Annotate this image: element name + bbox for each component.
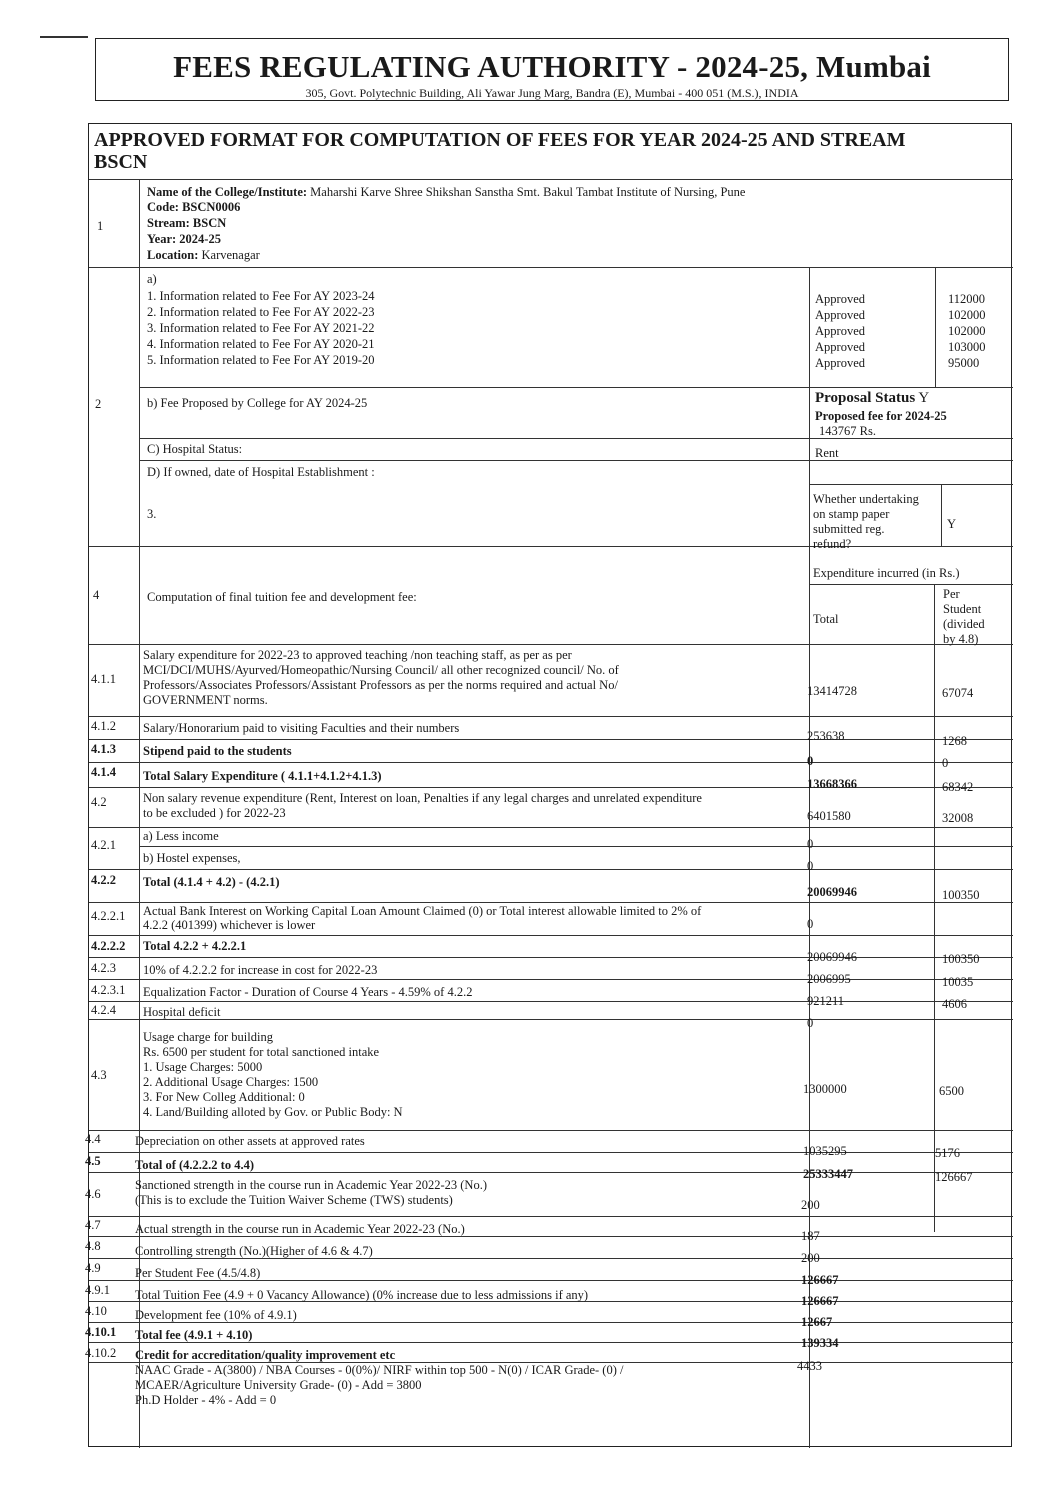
row-value: 126667 <box>801 1273 839 1287</box>
row-num: 4.9.1 <box>85 1283 110 1297</box>
row-num: 4.6 <box>85 1187 101 1201</box>
row-num: 4.2.3 <box>91 961 116 975</box>
row-value: 200 <box>801 1198 820 1212</box>
row-label: Stipend paid to the students <box>143 744 292 758</box>
authority-address: 305, Govt. Polytechnic Building, Ali Yawar Jung Marg, Bandra (E), Mumbai - 400 051 (M.S.), INDIA <box>305 86 799 100</box>
row-num: 4.2.2.1 <box>91 909 126 923</box>
fee-info-amount: 103000 <box>948 340 986 354</box>
row-total: 25333447 <box>803 1167 853 1181</box>
row-label: 3. For New Colleg Additional: 0 <box>143 1090 305 1104</box>
row-divider <box>89 644 1013 645</box>
scan-mark <box>40 36 88 38</box>
row-num: 4.1.4 <box>91 765 116 779</box>
row-total: 921211 <box>807 994 845 1008</box>
fee-computation-table <box>85 123 1012 1447</box>
row-total: 13668366 <box>807 777 857 791</box>
row-divider <box>89 979 1013 980</box>
fee-info-label: 4. Information related to Fee For AY 2020-21 <box>147 337 375 351</box>
fee-info-amount: 102000 <box>948 308 986 322</box>
row-label: Credit for accreditation/quality improvement etc <box>135 1348 396 1362</box>
row-num: 4.2.2 <box>91 873 116 887</box>
per-student-header: (divided <box>943 617 985 631</box>
row-total: 0 <box>807 917 814 931</box>
row-divider <box>89 1130 1013 1131</box>
row-num: 4.7 <box>85 1218 101 1232</box>
row-divider <box>89 762 1013 763</box>
col-divider-total <box>809 267 810 1448</box>
fee-info-status: Approved <box>815 356 865 370</box>
fee-info-status: Approved <box>815 340 865 354</box>
row-total: 2006995 <box>807 972 851 986</box>
per-student-header: by 4.8) <box>943 632 979 646</box>
row-per-student: 5176 <box>935 1146 960 1160</box>
row-num: 4.10.1 <box>85 1325 117 1339</box>
row-divider <box>89 827 1013 828</box>
row-label: 4. Land/Building alloted by Gov. or Public Body: N <box>143 1105 403 1119</box>
fee-info-status: Approved <box>815 324 865 338</box>
row-label: to be excluded ) for 2022-23 <box>143 806 286 820</box>
row-label: NAAC Grade - A(3800) / NBA Courses - 0(0%)/ NIRF within top 500 - N(0) / ICAR Grade- (0) / <box>135 1363 624 1377</box>
row-label: GOVERNMENT norms. <box>143 693 268 707</box>
row-divider <box>809 484 1013 485</box>
row-label: b) Hostel expenses, <box>143 851 241 865</box>
row-label: Development fee (10% of 4.9.1) <box>135 1308 297 1322</box>
row-divider <box>809 584 1013 585</box>
row-label: Depreciation on other assets at approved rates <box>135 1134 365 1148</box>
sec1-num: 1 <box>97 219 104 233</box>
row-label: Hospital deficit <box>143 1005 221 1019</box>
row-label: (This is to exclude the Tuition Waiver Scheme (TWS) students) <box>135 1193 453 1207</box>
fee-info-amount: 95000 <box>948 356 980 370</box>
row-divider <box>89 739 1013 740</box>
row-value: 200 <box>801 1251 820 1265</box>
college-location: Location: Karvenagar <box>147 248 260 262</box>
row-total: 1035295 <box>803 1144 847 1158</box>
sec2-num: 2 <box>95 397 102 411</box>
col-divider-per-b <box>941 484 942 546</box>
row-label: Sanctioned strength in the course run in Academic Year 2022-23 (No.) <box>135 1178 488 1192</box>
row-label: Rs. 6500 per student for total sanctioned intake <box>143 1045 380 1059</box>
row-value: 12667 <box>801 1315 833 1329</box>
row-num: 4.5 <box>85 1154 101 1168</box>
college-name: Name of the College/Institute: Maharshi Karve Shree Shikshan Sanstha Smt. Bakul Tambat Institute of Nursing, Pune <box>147 185 746 199</box>
proposed-fee-year: Proposed fee for 2024-25 <box>815 409 947 423</box>
row-total: 13414728 <box>807 684 857 698</box>
row-num: 4.4 <box>85 1132 101 1146</box>
format-title-line1: APPROVED FORMAT FOR COMPUTATION OF FEES FOR YEAR 2024-25 AND STREAM <box>94 129 906 151</box>
row-divider <box>89 902 1013 903</box>
row-num: 4.2 <box>91 795 107 809</box>
row-per-student: 32008 <box>942 811 974 825</box>
row-divider <box>89 267 1013 268</box>
row-label: Professors/Associates Professors/Assistant Professors as per the norms required and actual No/ <box>143 678 618 692</box>
authority-title: FEES REGULATING AUTHORITY - 2024-25, Mumbai <box>173 49 931 84</box>
undertaking-answer: Y <box>947 517 957 531</box>
row-divider <box>139 460 1013 461</box>
fee-info-label: 5. Information related to Fee For AY 2019-20 <box>147 353 375 367</box>
row-num: 4.1.3 <box>91 742 116 756</box>
row-label: Total fee (4.9.1 + 4.10) <box>135 1328 253 1342</box>
row-label: Salary expenditure for 2022-23 to approved teaching /non teaching staff, as per as per <box>143 648 572 662</box>
row-total: 0 <box>807 754 814 768</box>
per-student-header: Student <box>943 602 982 616</box>
college-code: Code: BSCN0006 <box>147 200 241 214</box>
sec3-num: 3. <box>147 507 157 521</box>
row-per-student: 6500 <box>939 1084 964 1098</box>
row-num: 4.8 <box>85 1239 101 1253</box>
row-label: Total 4.2.2 + 4.2.2.1 <box>143 939 247 953</box>
proposed-fee-label: b) Fee Proposed by College for AY 2024-25 <box>147 396 368 410</box>
undertaking-question: Whether undertaking <box>813 492 919 506</box>
row-num: 4.3 <box>91 1068 107 1082</box>
row-label: MCAER/Agriculture University Grade- (0) - Add = 3800 <box>135 1378 422 1392</box>
row-label: Actual Bank Interest on Working Capital Loan Amount Claimed (0) or Total interest allowable limited to 2% of <box>143 904 702 918</box>
authority-header <box>95 38 1009 101</box>
row-per-student: 67074 <box>942 686 974 700</box>
col-divider-per-c <box>934 584 935 1232</box>
row-label: Total of (4.2.2.2 to 4.4) <box>135 1158 254 1172</box>
row-per-student: 100350 <box>942 952 980 966</box>
row-per-student: 10035 <box>942 975 974 989</box>
row-label: Usage charge for building <box>143 1030 273 1044</box>
hospital-establishment-label: D) If owned, date of Hospital Establishment : <box>147 465 375 479</box>
row-num: 4.10.2 <box>85 1346 117 1360</box>
row-divider <box>89 935 1013 936</box>
row-divider <box>89 1152 1013 1153</box>
expenditure-header: Expenditure incurred (in Rs.) <box>813 566 960 580</box>
row-total: 20069946 <box>807 950 857 964</box>
total-header: Total <box>813 612 839 626</box>
row-divider <box>89 1216 1013 1217</box>
row-total: 0 <box>807 859 814 873</box>
sec2-a-label: a) <box>147 272 157 286</box>
col-divider-per-a <box>935 267 936 387</box>
row-total: 0 <box>807 837 814 851</box>
row-divider <box>89 787 1013 788</box>
row-divider <box>89 1001 1013 1002</box>
row-total: 253638 <box>807 729 845 743</box>
fee-info-amount: 112000 <box>948 292 986 306</box>
fee-info-amount: 102000 <box>948 324 986 338</box>
row-label: Per Student Fee (4.5/4.8) <box>135 1266 261 1280</box>
row-num: 4.2.1 <box>91 838 116 852</box>
format-title <box>94 129 905 173</box>
row-value: 126667 <box>801 1294 839 1308</box>
row-value: 4433 <box>797 1359 822 1373</box>
fee-info-status: Approved <box>815 292 865 306</box>
row-per-student: 100350 <box>942 888 980 902</box>
row-label: 4.2.2 (401399) whichever is lower <box>143 918 316 932</box>
row-label: Ph.D Holder - 4% - Add = 0 <box>135 1393 277 1407</box>
row-value: 139334 <box>801 1336 839 1350</box>
row-label: Non salary revenue expenditure (Rent, Interest on loan, Penalties if any legal charges and unrelated expenditure <box>143 791 702 805</box>
row-label: 10% of 4.2.2.2 for increase in cost for 2022-23 <box>143 963 378 977</box>
row-label: Salary/Honorarium paid to visiting Faculties and their numbers <box>143 721 460 735</box>
row-num: 4.2.3.1 <box>91 983 126 997</box>
row-label: Total Salary Expenditure ( 4.1.1+4.1.2+4.1.3) <box>143 769 382 783</box>
hospital-status-value: Rent <box>815 446 839 460</box>
row-num: 4.10 <box>85 1304 107 1318</box>
row-divider <box>139 387 1013 388</box>
computation-label: Computation of final tuition fee and development fee: <box>147 590 417 604</box>
row-divider <box>89 179 1013 180</box>
fee-info-status: Approved <box>815 308 865 322</box>
row-per-student: 126667 <box>935 1170 973 1184</box>
row-num: 4.1.1 <box>91 672 116 686</box>
row-label: MCI/DCI/MUHS/Ayurved/Homeopathic/Nursing Council/ all other recognized council/ No. of <box>143 663 619 677</box>
row-divider <box>139 846 1013 847</box>
hospital-status-label: C) Hospital Status: <box>147 442 243 456</box>
college-year: Year: 2024-25 <box>147 232 221 246</box>
row-total: 0 <box>807 1016 814 1030</box>
row-per-student: 4606 <box>942 997 967 1011</box>
undertaking-question: on stamp paper <box>813 507 890 521</box>
row-divider <box>89 546 1013 547</box>
row-divider <box>89 716 1013 717</box>
fee-info-label: 2. Information related to Fee For AY 2022-23 <box>147 305 375 319</box>
row-label: 2. Additional Usage Charges: 1500 <box>143 1075 319 1089</box>
row-num: 4.2.4 <box>91 1003 116 1017</box>
sec4-num: 4 <box>93 588 100 602</box>
row-value: 187 <box>801 1229 820 1243</box>
row-divider <box>89 869 1013 870</box>
proposed-fee-amount: 143767 Rs. <box>819 424 876 438</box>
row-divider <box>89 1019 1013 1020</box>
college-stream: Stream: BSCN <box>147 216 227 230</box>
fee-info-label: 1. Information related to Fee For AY 2023-24 <box>147 289 375 303</box>
per-student-header: Per <box>943 587 960 601</box>
row-label: Equalization Factor - Duration of Course 4 Years - 4.59% of 4.2.2 <box>143 985 473 999</box>
proposal-status: Proposal Status Y <box>815 390 930 406</box>
row-total: 6401580 <box>807 809 851 823</box>
row-label: a) Less income <box>143 829 219 843</box>
row-divider <box>139 438 1013 439</box>
row-label: 1. Usage Charges: 5000 <box>143 1060 263 1074</box>
row-label: Actual strength in the course run in Academic Year 2022-23 (No.) <box>135 1222 465 1236</box>
row-label: Controlling strength (No.)(Higher of 4.6 & 4.7) <box>135 1244 373 1258</box>
row-per-student: 68342 <box>942 780 974 794</box>
format-title-line2: BSCN <box>94 151 148 173</box>
row-num: 4.2.2.2 <box>91 939 126 953</box>
row-divider <box>89 957 1013 958</box>
row-total: 1300000 <box>803 1082 847 1096</box>
row-num: 4.9 <box>85 1261 101 1275</box>
row-per-student: 1268 <box>942 734 967 748</box>
undertaking-question: refund? <box>813 537 852 551</box>
undertaking-question: submitted reg. <box>813 522 885 536</box>
row-per-student: 0 <box>942 756 949 770</box>
row-label: Total Tuition Fee (4.9 + 0 Vacancy Allowance) (0% increase due to less admissions if any) <box>135 1288 589 1302</box>
fee-info-label: 3. Information related to Fee For AY 2021-22 <box>147 321 375 335</box>
row-label: Total (4.1.4 + 4.2) - (4.2.1) <box>143 875 280 889</box>
row-num: 4.1.2 <box>91 719 116 733</box>
row-total: 20069946 <box>807 885 857 899</box>
